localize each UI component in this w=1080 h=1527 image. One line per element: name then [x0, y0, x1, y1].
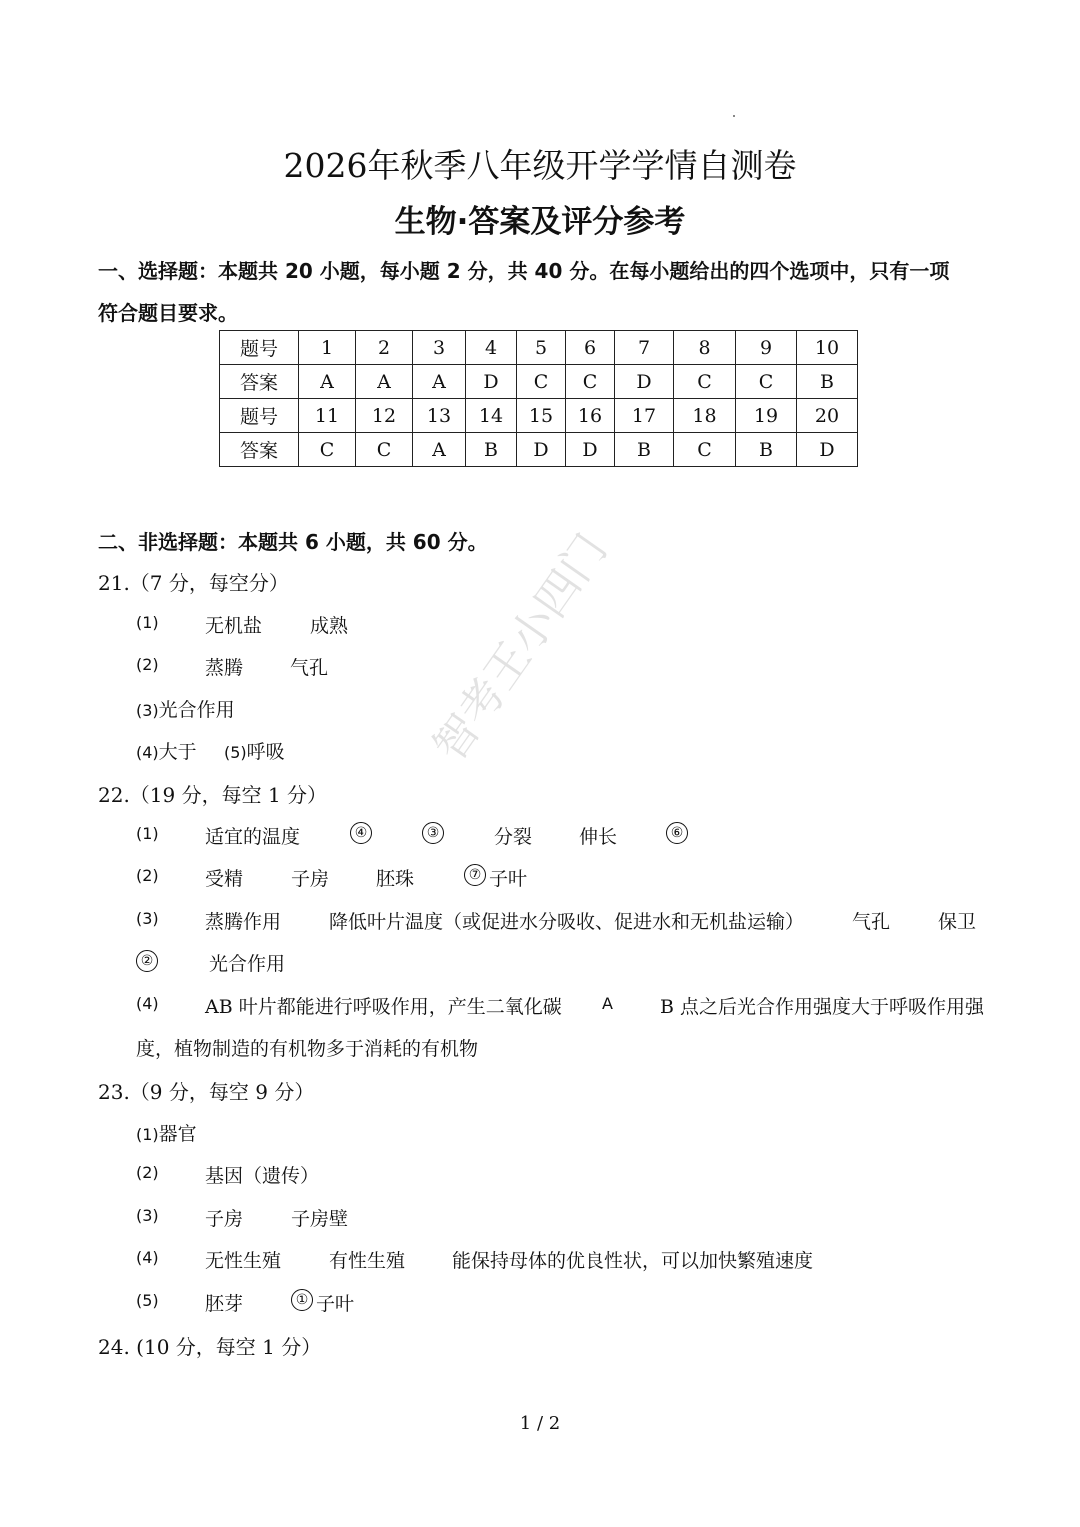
answer-text: 有性生殖 [329, 1250, 406, 1272]
table-cell: C [356, 433, 413, 467]
section1-line2: 符合题目要求。 [98, 301, 238, 325]
q23-line3 [136, 1204, 349, 1230]
answer-table [219, 330, 858, 467]
answer-text: 能保持母体的优良性状，可以加快繁殖速度 [452, 1250, 814, 1272]
table-cell: 5 [517, 331, 566, 365]
table-cell: C [674, 365, 736, 399]
answer-text: 气孔 [290, 657, 329, 679]
table-cell: A [299, 365, 356, 399]
table-cell: 20 [797, 399, 858, 433]
circled-number-icon: ④ [350, 822, 372, 844]
table-cell: 16 [566, 399, 615, 433]
answer-text: 基因（遗传） [205, 1165, 320, 1187]
table-cell: 10 [797, 331, 858, 365]
page-subtitle: 生物·答案及评分参考 [394, 204, 686, 240]
table-cell: D [615, 365, 674, 399]
item-label: (1) [136, 1125, 159, 1144]
item-label: (1) [136, 824, 159, 843]
answer-text: 无性生殖 [205, 1250, 282, 1272]
answer-text: 子叶 [489, 868, 528, 890]
answer-text: 气孔 [852, 911, 891, 933]
table-cell: 3 [413, 331, 466, 365]
answer-text: 光合作用 [209, 953, 286, 975]
q22-line3 [136, 907, 977, 933]
answer-text: A [602, 994, 613, 1013]
table-cell: B [466, 433, 517, 467]
circled-number-icon: ⑦ [464, 864, 486, 886]
table-cell: 14 [466, 399, 517, 433]
q22-line3b [136, 949, 286, 975]
table-cell: 11 [299, 399, 356, 433]
answer-text: 胚珠 [376, 868, 415, 890]
q23-line1 [136, 1119, 197, 1146]
table-cell: C [299, 433, 356, 467]
q22-line2 [136, 864, 528, 890]
table-cell: 8 [674, 331, 736, 365]
answer-text: 适宜的温度 [205, 826, 301, 848]
q21-header: 21.（7 分，每空分） [98, 571, 289, 595]
table-label: 答案 [220, 433, 299, 467]
answer-text: 器官 [158, 1123, 197, 1145]
table-cell: A [413, 433, 466, 467]
q24-header: 24. (10 分，每空 1 分） [98, 1335, 322, 1359]
table-cell: 13 [413, 399, 466, 433]
table-cell: 9 [736, 331, 797, 365]
table-cell: 17 [615, 399, 674, 433]
page-title: 2026年秋季八年级开学学情自测卷 [283, 146, 797, 185]
q22-line4b: 度，植物制造的有机物多于消耗的有机物 [136, 1038, 479, 1060]
table-cell: D [466, 365, 517, 399]
item-label: (2) [136, 866, 159, 885]
answer-text: 受精 [205, 868, 244, 890]
answer-text: 光合作用 [158, 699, 235, 721]
item-label: (2) [136, 1163, 159, 1182]
item-label: (3) [136, 1206, 159, 1225]
answer-text: 子房 [291, 868, 330, 890]
item-label: (5) [136, 1291, 159, 1310]
item-label: (3) [136, 909, 159, 928]
q21-line4 [136, 737, 285, 764]
q23-header: 23.（9 分，每空 9 分） [98, 1080, 315, 1104]
answer-text: 成熟 [310, 615, 349, 637]
table-cell: C [517, 365, 566, 399]
table-cell: A [356, 365, 413, 399]
item-label: (5) [224, 743, 247, 762]
answer-text: 蒸腾 [205, 657, 244, 679]
item-label: (4) [136, 743, 159, 762]
table-cell: D [797, 433, 858, 467]
circled-number-icon: ⑥ [666, 822, 688, 844]
table-cell: C [674, 433, 736, 467]
table-cell: 7 [615, 331, 674, 365]
answer-text: 降低叶片温度（或促进水分吸收、促进水和无机盐运输） [329, 911, 805, 933]
answer-text: B 点之后光合作用强度大于呼吸作用强 [660, 996, 985, 1018]
q22-line4 [136, 992, 985, 1018]
circled-number-icon: ② [136, 950, 158, 972]
answer-text: 子叶 [316, 1293, 355, 1315]
table-cell: 1 [299, 331, 356, 365]
table-cell: A [413, 365, 466, 399]
q22-line1 [136, 822, 684, 848]
answer-text: 大于 [158, 741, 197, 763]
q21-line3 [136, 695, 235, 722]
answer-text: 胚芽 [205, 1293, 244, 1315]
table-cell: D [517, 433, 566, 467]
table-cell: B [797, 365, 858, 399]
answer-text: 无机盐 [205, 615, 263, 637]
section1-line1: 一、选择题：本题共 20 小题，每小题 2 分，共 40 分。在每小题给出的四个选项中，只有一项 [98, 259, 950, 283]
speck [733, 115, 735, 117]
table-label: 题号 [220, 399, 299, 433]
answer-text: 子房 [205, 1208, 244, 1230]
item-label: (4) [136, 1248, 159, 1267]
item-label: (4) [136, 994, 159, 1013]
table-cell: 15 [517, 399, 566, 433]
circled-number-icon: ① [291, 1289, 313, 1311]
table-cell: B [615, 433, 674, 467]
table-cell: D [566, 433, 615, 467]
table-cell: 19 [736, 399, 797, 433]
table-row [220, 365, 858, 399]
table-cell: C [736, 365, 797, 399]
answer-text: 伸长 [579, 826, 618, 848]
item-label: (1) [136, 613, 159, 632]
answer-text: 呼吸 [246, 741, 285, 763]
answer-text: AB 叶片都能进行呼吸作用，产生二氧化碳 [205, 996, 562, 1018]
section2-heading: 二、非选择题：本题共 6 小题，共 60 分。 [98, 530, 488, 554]
table-label: 题号 [220, 331, 299, 365]
answer-text: 保卫 [938, 911, 977, 933]
table-cell: 2 [356, 331, 413, 365]
table-label: 答案 [220, 365, 299, 399]
answer-text: 分裂 [494, 826, 533, 848]
q23-line2 [136, 1161, 320, 1187]
answer-text: 子房壁 [291, 1208, 349, 1230]
q21-line2 [136, 653, 329, 679]
table-cell: C [566, 365, 615, 399]
table-row [220, 331, 858, 365]
item-label: (3) [136, 701, 159, 720]
table-cell: 12 [356, 399, 413, 433]
answer-text: 蒸腾作用 [205, 911, 282, 933]
table-row [220, 433, 858, 467]
q23-line4 [136, 1246, 814, 1272]
item-label: (2) [136, 655, 159, 674]
circled-number-icon: ③ [422, 822, 444, 844]
q23-line5 [136, 1289, 355, 1315]
table-cell: 18 [674, 399, 736, 433]
q22-header: 22.（19 分，每空 1 分） [98, 783, 328, 807]
table-cell: 6 [566, 331, 615, 365]
table-row [220, 399, 858, 433]
watermark: 智考王小四门 [424, 525, 618, 771]
page-number: 1 / 2 [519, 1413, 561, 1434]
table-cell: 4 [466, 331, 517, 365]
q21-line1 [136, 611, 349, 637]
table-cell: B [736, 433, 797, 467]
